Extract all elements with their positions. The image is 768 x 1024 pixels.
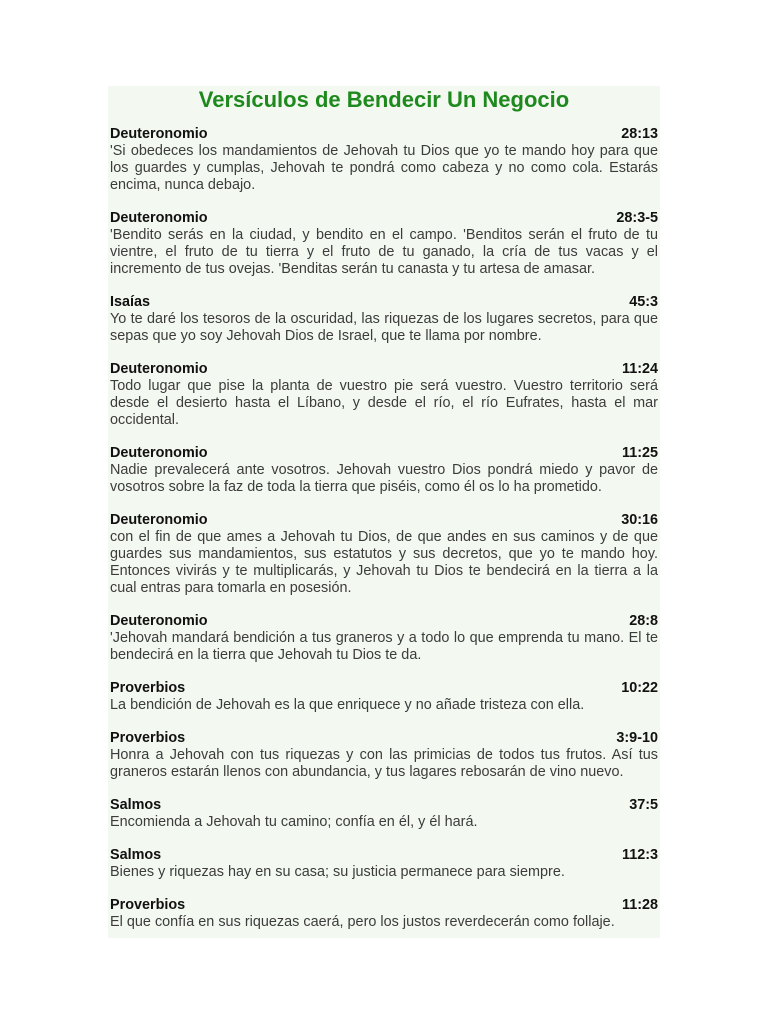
verse-reference: 112:3 [621,847,658,863]
verse-book: Proverbios [110,730,186,746]
verse-item [110,512,658,597]
verse-text: Todo lugar que pise la planta de vuestro pie será vuestro. Vuestro territorio será desde el desierto hasta el Líbano, y desde el río, el río Eufrates, hasta el mar occidental. [110,378,658,428]
verse-header [110,730,658,747]
verse-header [110,847,658,864]
verse-book: Deuteronomio [110,445,208,461]
verse-text: 'Bendito serás en la ciudad, y bendito en el campo. 'Benditos serán el fruto de tu vientre, el fruto de tu tierra y el fruto de tu ganado, la cría de tus vacas y el incremento de tus ovejas. 'Benditas serán tu canasta y tu artesa de amasar. [110,227,658,277]
verse-item [110,361,658,429]
verse-text: Honra a Jehovah con tus riquezas y con las primicias de todos tus frutos. Así tus graneros estarán llenos con abundancia, y tus lagares rebosarán de vino nuevo. [110,747,658,780]
page-title: Versículos de Bendecir Un Negocio [198,87,570,112]
verse-header [110,361,658,378]
verse-item [110,730,658,781]
verse-text: Bienes y riquezas hay en su casa; su justicia permanece para siempre. [110,864,565,880]
verse-book: Proverbios [110,680,186,696]
verse-text: Yo te daré los tesoros de la oscuridad, las riquezas de los lugares secretos, para que sepas que yo soy Jehovah Dios de Israel, que te llama por nombre. [110,311,658,344]
verse-reference: 30:16 [621,512,658,528]
verse-item [110,613,658,664]
verse-item [110,210,658,278]
verse-reference: 28:13 [621,126,658,142]
verse-reference: 10:22 [621,680,658,696]
verse-book: Deuteronomio [110,126,208,142]
verse-book: Salmos [110,847,162,863]
verse-item [110,126,658,194]
verse-reference: 37:5 [629,797,658,813]
verse-header [110,680,658,697]
verse-book: Salmos [110,797,162,813]
verse-header [110,126,658,143]
verse-text: Nadie prevalecerá ante vosotros. Jehovah vuestro Dios pondrá miedo y pavor de vosotros sobre la faz de toda la tierra que piséis, como él os lo ha prometido. [110,462,658,495]
verse-item [110,445,658,496]
verse-reference: 11:25 [621,445,658,461]
verse-text: 'Jehovah mandará bendición a tus graneros y a todo lo que emprenda tu mano. El te bendecirá en la tierra que Jehovah tu Dios te da. [110,630,658,663]
verse-reference: 45:3 [629,294,658,310]
verse-text: 'Si obedeces los mandamientos de Jehovah tu Dios que yo te mando hoy para que los guardes y cumplas, Jehovah te pondrá como cabeza y no como cola. Estarás encima, nunca debajo. [110,143,658,193]
verse-book: Proverbios [110,897,186,913]
verse-text: con el fin de que ames a Jehovah tu Dios, de que andes en sus caminos y de que guardes sus mandamientos, sus estatutos y sus decretos, que yo te mando hoy. Entonces vivirás y te multiplicarás, y Jehovah tu Dios te bendecirá en la tierra a la cual entras para tomarla en posesión. [110,529,658,596]
verse-text: Encomienda a Jehovah tu camino; confía en él, y él hará. [110,814,478,830]
verse-header [110,613,658,630]
verse-book: Deuteronomio [110,613,208,629]
document-page [108,86,660,938]
verse-item [110,847,658,881]
verse-reference: 28:3-5 [616,210,658,226]
verse-reference: 3:9-10 [616,730,658,746]
verse-header [110,294,658,311]
verse-book: Deuteronomio [110,361,208,377]
verse-header [110,897,658,914]
verse-reference: 11:24 [621,361,658,377]
verse-item [110,294,658,345]
verse-reference: 28:8 [629,613,658,629]
verse-list [108,126,660,931]
verse-header [110,512,658,529]
verse-header [110,445,658,462]
verse-book: Isaías [110,294,151,310]
verse-book: Deuteronomio [110,210,208,226]
verse-item [110,797,658,831]
verse-text: La bendición de Jehovah es la que enriquece y no añade tristeza con ella. [110,697,585,713]
verse-text: El que confía en sus riquezas caerá, pero los justos reverdecerán como follaje. [110,914,615,930]
verse-book: Deuteronomio [110,512,208,528]
verse-header [110,797,658,814]
verse-item [110,680,658,714]
verse-header [110,210,658,227]
verse-item [110,897,658,931]
verse-reference: 11:28 [621,897,658,913]
